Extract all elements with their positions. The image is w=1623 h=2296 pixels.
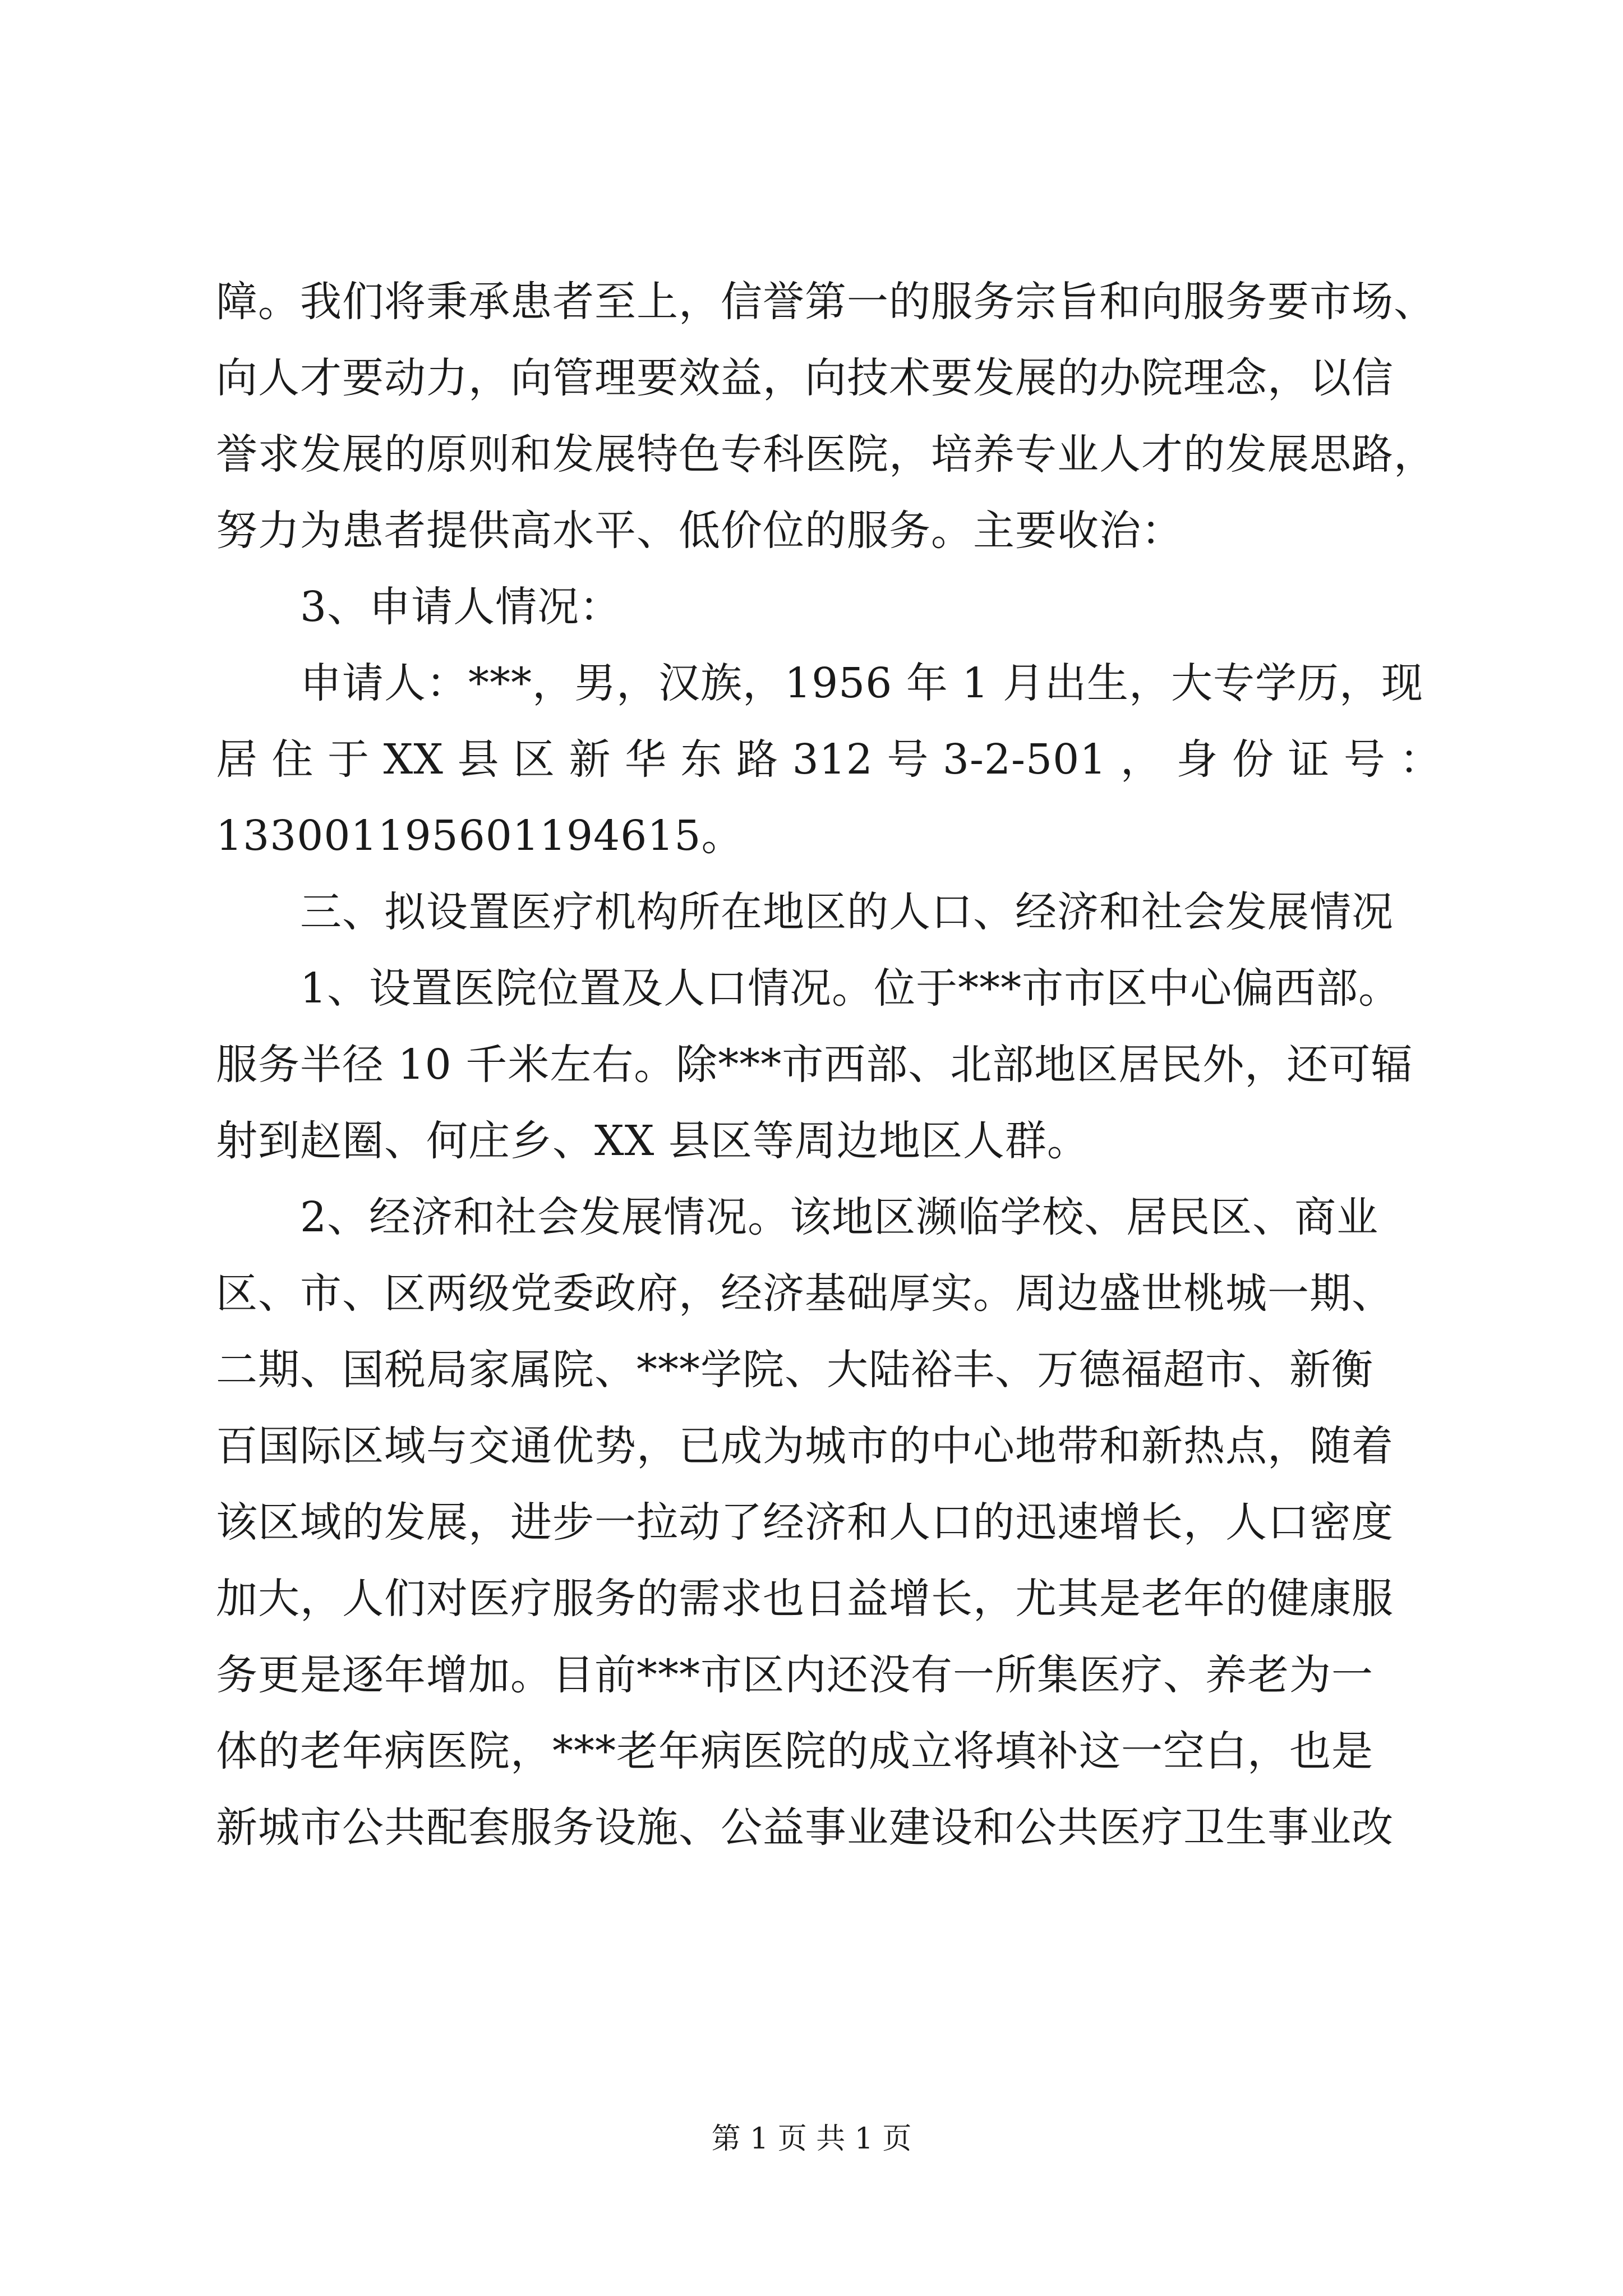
- text-line: 百国际区域与交通优势，已成为城市的中心地带和新热点，随着: [216, 1422, 1394, 1470]
- text-line: 誉求发展的原则和发展特色专科医院，培养专业人才的发展思路，: [216, 430, 1436, 478]
- text-line: 服务半径 10 千米左右。除***市西部、北部地区居民外，还可辐: [216, 1041, 1413, 1089]
- text-line: 2、经济和社会发展情况。该地区濒临学校、居民区、商业: [300, 1193, 1379, 1241]
- text-line: 区、市、区两级党委政府，经济基础厚实。周边盛世桃城一期、: [216, 1269, 1394, 1318]
- text-line: 该区域的发展，进步一拉动了经济和人口的迅速增长，人口密度: [216, 1498, 1394, 1547]
- text-line: 新城市公共配套服务设施、公益事业建设和公共医疗卫生事业改: [216, 1803, 1394, 1852]
- page-footer: 第 1 页 共 1 页: [711, 2122, 912, 2156]
- text-line: 二期、国税局家属院、***学院、大陆裕丰、万德福超市、新衡: [216, 1346, 1373, 1394]
- text-line: 133001195601194615。: [216, 812, 744, 860]
- text-line: 射到赵圈、何庄乡、XX 县区等周边地区人群。: [216, 1117, 1089, 1165]
- text-line: 努力为患者提供高水平、低价位的服务。主要收治：: [216, 507, 1183, 555]
- text-line: 申请人：***，男，汉族，1956 年 1 月出生，大专学历，现: [300, 659, 1423, 707]
- text-line: 向人才要动力，向管理要效益，向技术要发展的办院理念，以信: [216, 354, 1394, 402]
- document-body: [216, 264, 1442, 1866]
- text-line: 体的老年病医院，***老年病医院的成立将填补这一空白，也是: [216, 1727, 1373, 1775]
- text-line: 加大，人们对医疗服务的需求也日益增长，尤其是老年的健康服: [216, 1575, 1394, 1623]
- text-line: 居 住 于 XX 县 区 新 华 东 路 312 号 3-2-501 ， 身 份 证 号 ：: [216, 735, 1442, 784]
- section-heading: 3、申请人情况：: [300, 583, 622, 631]
- text-line: 障。我们将秉承患者至上，信誉第一的服务宗旨和向服务要市场、: [216, 278, 1436, 326]
- section-heading: 三、拟设置医疗机构所在地区的人口、经济和社会发展情况: [300, 888, 1394, 936]
- text-line: 1、设置医院位置及人口情况。位于***市市区中心偏西部。: [300, 964, 1401, 1013]
- text-line: 务更是逐年增加。目前***市区内还没有一所集医疗、养老为一: [216, 1651, 1373, 1699]
